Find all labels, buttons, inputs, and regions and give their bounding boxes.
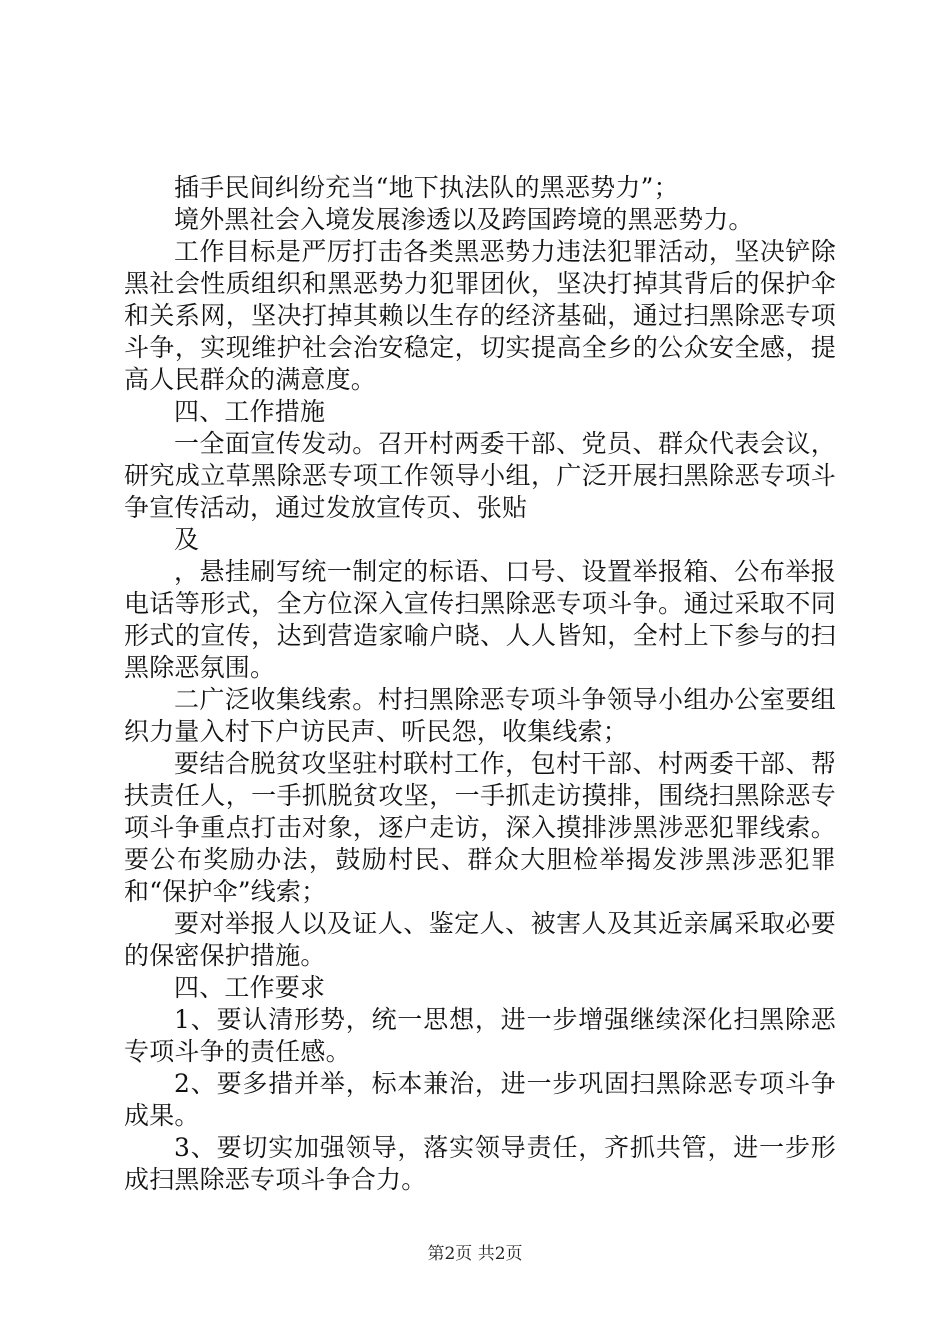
paragraph-1: 插手民间纠纷充当“地下执法队的黑恶势力”； [174,173,679,202]
section-heading-measures: 四、工作措施 [174,397,326,426]
paragraph-clues: 二广泛收集线索。村扫黑除恶专项斗争领导小组办公室要组织力量入村下户访民声、听民怨，收集线索； [124,685,836,746]
paragraph-protection: 要对举报人以及证人、鉴定人、被害人及其近亲属采取必要的保密保护措施。 [124,909,836,970]
paragraph-publicity-cont: ，悬挂刷写统一制定的标语、口号、设置举报箱、公布举报电话等形式，全方位深入宣传扫黑除恶专项斗争。通过采取不同形式的宣传，达到营造家喻户晓、人人皆知，全村上下参与的扫黑除恶氛围。 [124,557,836,682]
requirement-3: 3、要切实加强领导，落实领导责任，齐抓共管，进一步形成扫黑除恶专项斗争合力。 [124,1133,836,1194]
requirement-2: 2、要多措并举，标本兼治，进一步巩固扫黑除恶专项斗争成果。 [124,1069,836,1130]
paragraph-poverty: 要结合脱贫攻坚驻村联村工作，包村干部、村两委干部、帮扶责任人，一手抓脱贫攻坚，一手抓走访摸排，围绕扫黑除恶专项斗争重点打击对象，逐户走访，深入摸排涉黑涉恶犯罪线索。要公布奖励办法，鼓励村民、群众大胆检举揭发涉黑涉恶犯罪和“保护伞”线索； [124,749,836,906]
paragraph-fragment: 及 [174,525,200,554]
page-footer: 第2页 共2页 [427,1244,523,1264]
paragraph-publicity: 一全面宣传发动。召开村两委干部、党员、群众代表会议，研究成立草黑除恶专项工作领导小组，广泛开展扫黑除恶专项斗争宣传活动，通过发放宣传页、张贴 [124,429,836,522]
document-body [124,172,836,1196]
section-heading-requirements: 四、工作要求 [174,973,326,1002]
paragraph-3: 工作目标是严厉打击各类黑恶势力违法犯罪活动，坚决铲除黑社会性质组织和黑恶势力犯罪团伙，坚决打掉其背后的保护伞和关系网，坚决打掉其赖以生存的经济基础，通过扫黑除恶专项斗争，实现维护社会治安稳定，切实提高全乡的公众安全感，提高人民群众的满意度。 [124,237,836,394]
paragraph-2: 境外黑社会入境发展渗透以及跨国跨境的黑恶势力。 [174,205,754,234]
requirement-1: 1、要认清形势，统一思想，进一步增强继续深化扫黑除恶专项斗争的责任感。 [124,1005,836,1066]
